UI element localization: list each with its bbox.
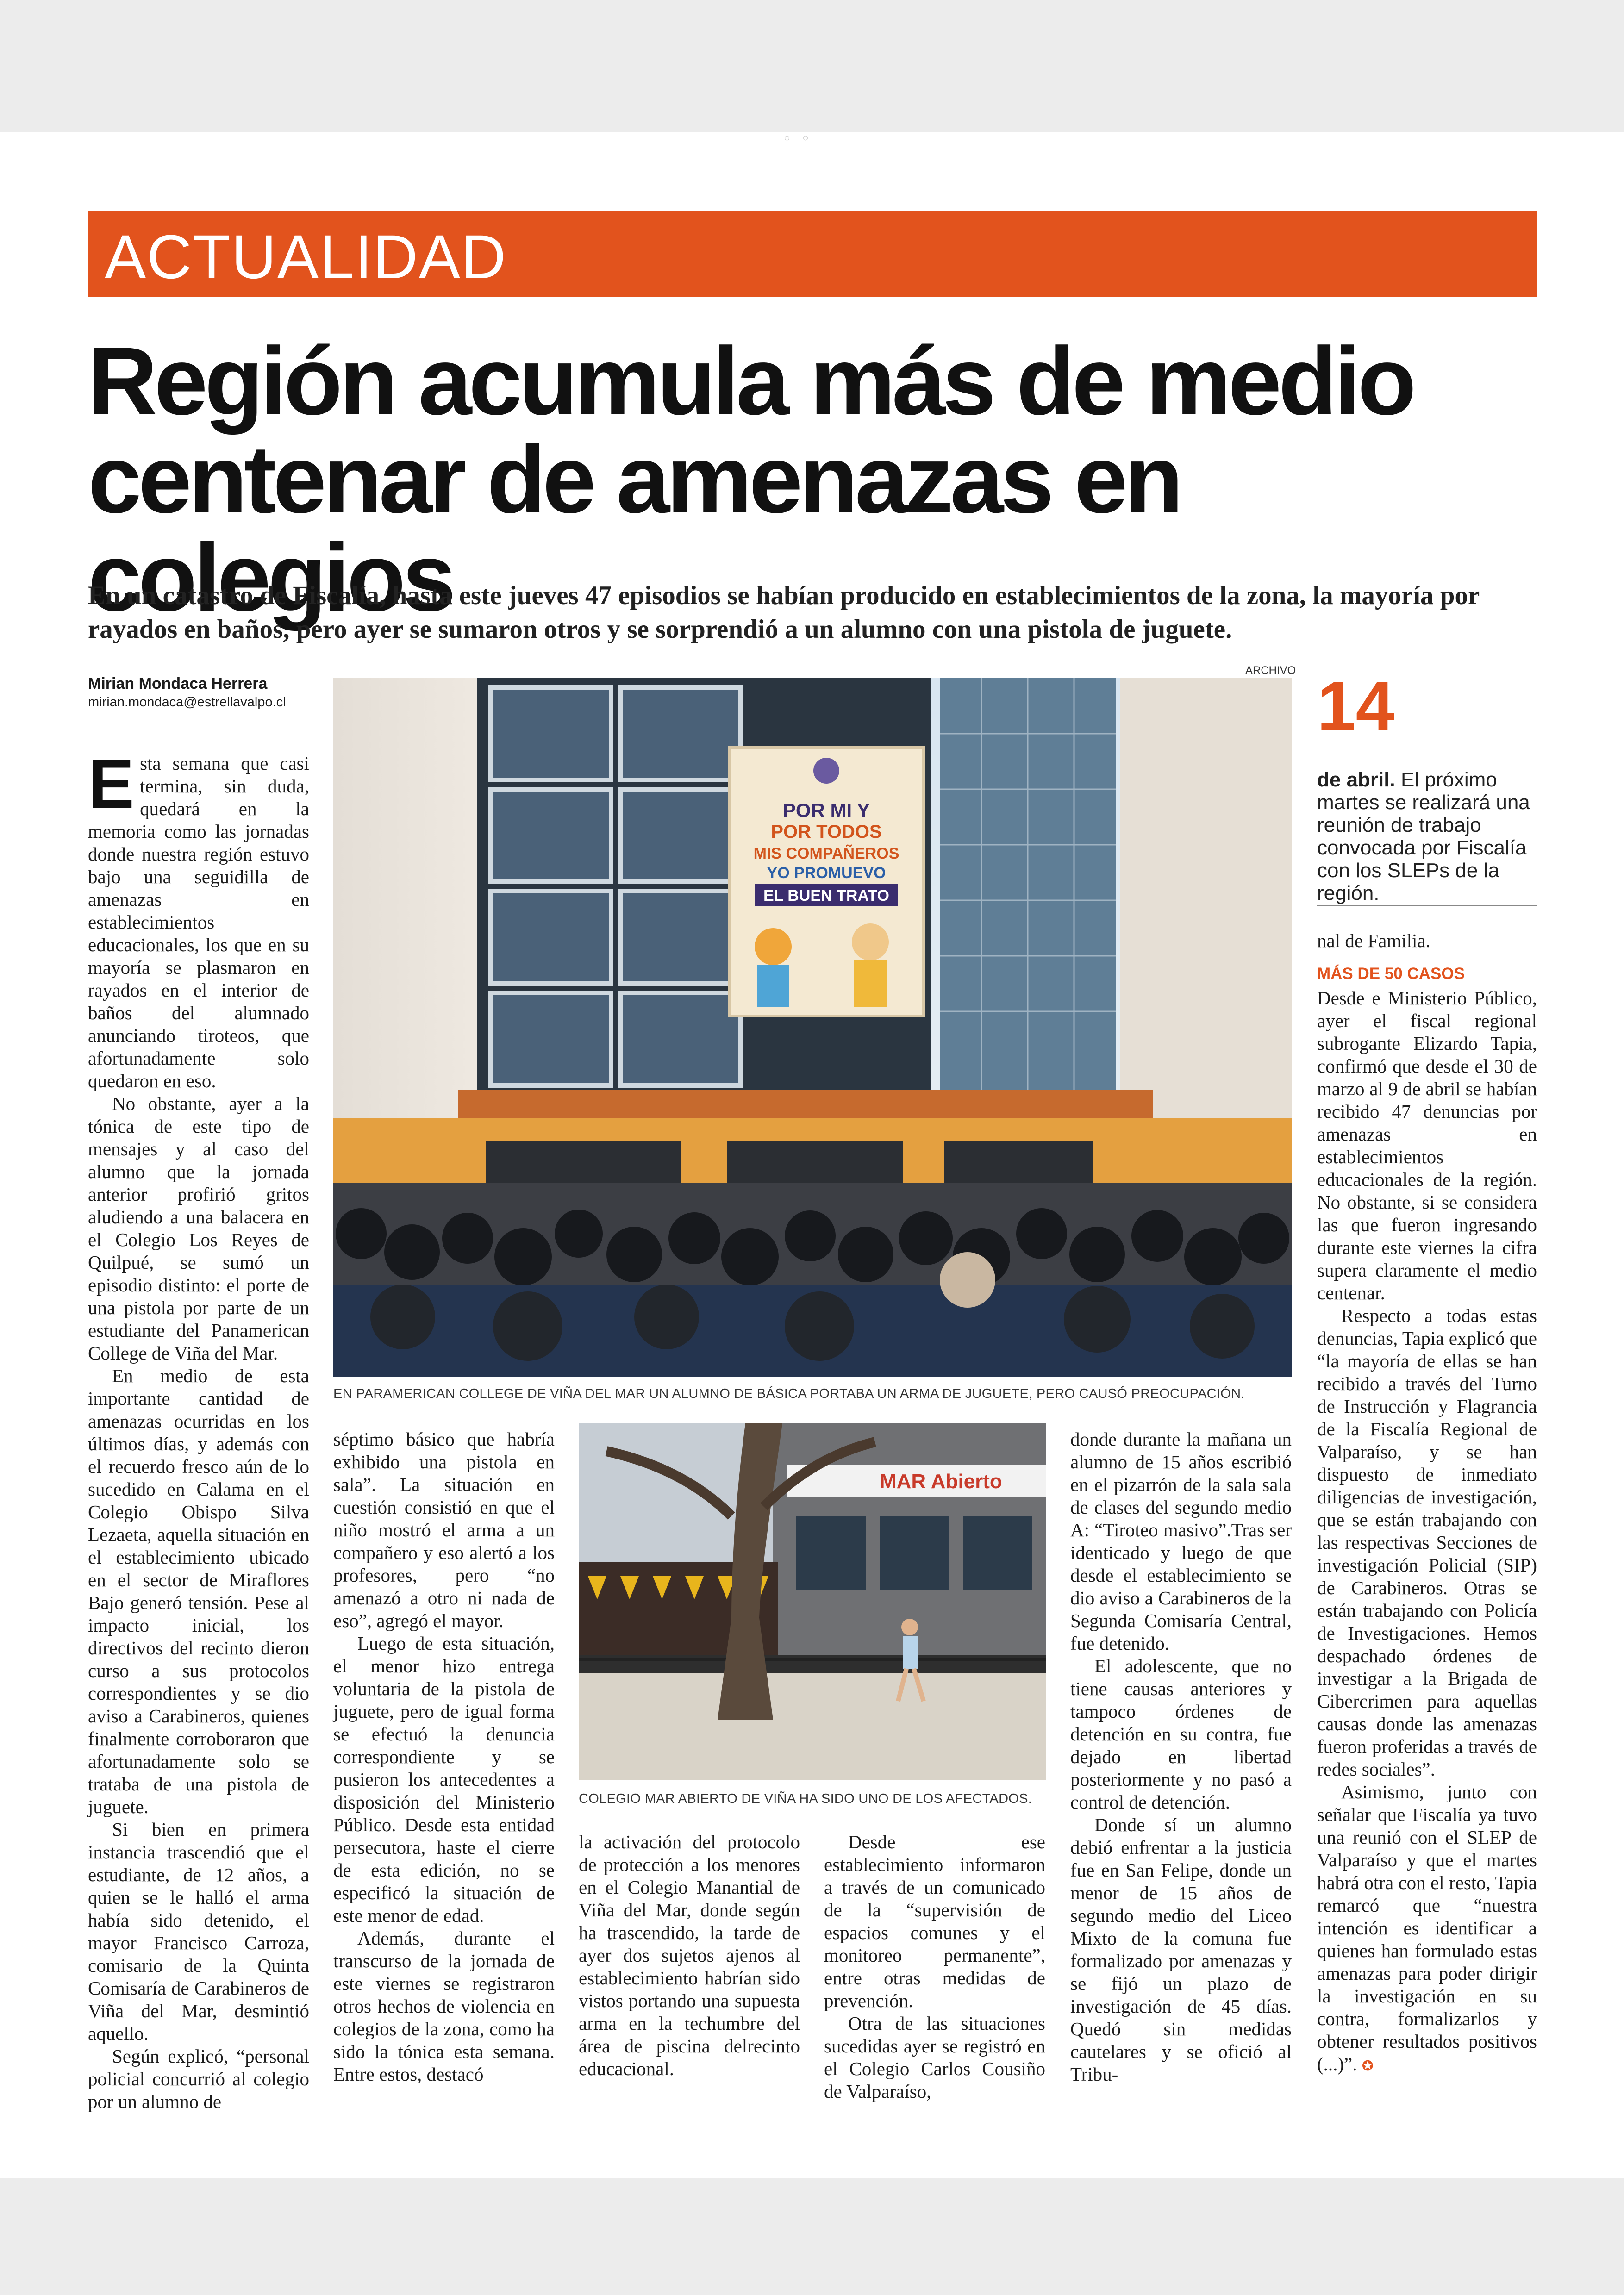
- end-mark-icon: ✪: [1362, 2058, 1374, 2074]
- main-photo-caption: EN PARAMERICAN COLLEGE DE VIÑA DEL MAR UN ALUMNO DE BÁSICA PORTABA UN ARMA DE JUGUETE, PERO CAUSÓ PREOCUPACIÓN.: [333, 1386, 1245, 1401]
- paragraph: Otra de las situaciones sucedidas ayer se registró en el Colegio Carlos Cousiño de Valparaíso,: [824, 2013, 1045, 2102]
- article-column-1: [88, 745, 309, 2113]
- banner-text-3: MIS COMPAÑEROS: [753, 845, 899, 862]
- banner-text-1: POR MI Y: [782, 799, 870, 821]
- paragraph: nal de Familia.: [1317, 930, 1430, 951]
- article-column-2: [333, 1428, 555, 2086]
- sidebar-divider: [1317, 905, 1537, 906]
- paragraph: Donde sí un alumno debió enfrentar a la justicia fue en San Felipe, donde un menor de 15 años de segundo medio del Liceo Mixto de la comuna fue formalizado por amenazas y se fijó un plazo de investigación de 45 días. Quedó sin medidas cautelares y se ofició al Tribu-: [1070, 1814, 1292, 2085]
- sidebar-date: de abril.: [1317, 768, 1395, 791]
- paragraph: Si bien en primera instancia trascendió que el estudiante, de 12 años, a quien se le halló el arma había sido detenido, el mayor Francisco Carroza, comisario de la Quinta Comisaría de Carabineros de Viña del Mar, desmintió aquello.: [88, 1819, 309, 2044]
- school-building-photo: [333, 678, 1292, 1377]
- author-name: Mirian Mondaca Herrera: [88, 675, 268, 692]
- article-column-3: [579, 1831, 800, 2080]
- second-photo: [579, 1423, 1046, 1780]
- banner-text-2: POR TODOS: [771, 822, 882, 842]
- sidebar-text: [1317, 768, 1535, 904]
- paragraph: Asimismo, junto con señalar que Fiscalía ya tuvo una reunió con el SLEP de Valparaíso y que el martes habrá otra con el resto, Tapia remarcó que “nuestra intención es identificar a quienes han formulado estas amenazas para poder dirigir la investigación en su contra, formalizarlos y obtener resultados positivos (...)”. ✪: [1317, 1781, 1537, 2075]
- deck: En un catastro de Fiscalía, hasta este jueves 47 episodios se habían producido en establecimientos de la zona, la mayoría por rayados en baños, pero ayer se sumaron otros y se sorprendió a un alumno con una pistola de juguete.: [88, 581, 1480, 644]
- paragraph: Desde ese establecimiento informaron a través de un comunicado de la “supervisión de espacios comunes y el monitoreo permanente”, entre otras medidas de prevención.: [824, 1831, 1045, 2011]
- sidebar-body: El próximo martes se realizará una reunión de trabajo convocada por Fiscalía con los SLEPs de la región.: [1317, 768, 1530, 904]
- banner-text-4: YO PROMUEVO: [767, 864, 886, 882]
- school-entrance-photo: [579, 1423, 1046, 1780]
- paragraph: No obstante, ayer a la tónica de este tipo de mensajes y al caso del alumno que la jornada anterior profirió gritos aludiendo a una balacera en el Colegio Los Reyes de Quilpué, se sumó un episodio distinto: el porte de una pistola por parte de un estudiante del Panamerican College de Viña del Mar.: [88, 1093, 309, 1364]
- paragraph: Luego de esta situación, el menor hizo entrega voluntaria de la pistola de juguete, pero de igual forma se efectuó la denuncia correspondiente y se pusieron los antecedentes a disposición del Ministerio Público. Desde esta entidad persecutora, haste el cierre de esta edición, no se especificó la situación de este menor de edad.: [333, 1633, 555, 1926]
- main-photo: [333, 678, 1292, 1377]
- paragraph: la activación del protocolo de protección a los menores en el Colegio Manantial de Viña del Mar, donde según ha trascendido, la tarde de ayer dos sujetos ajenos al establecimiento habrían sido vistos portando una supuesta arma en la techumbre del área de piscina delrecinto educacional.: [579, 1831, 800, 2079]
- article-column-5: [1070, 1428, 1292, 2086]
- subheading: MÁS DE 50 CASOS: [1317, 965, 1465, 983]
- article-column-6: [1317, 929, 1537, 2077]
- paragraph: Respecto a todas estas denuncias, Tapia explicó que “la mayoría de ellas se han recibido a través del Turno de Instrucción y Flagrancia de la Fiscalía Regional de Valparaíso, y se han dispuesto de inmediato diligencias de investigación, que se están trabajando con las respectivas Secciones de investigación Policial (SIP) de Carabineros. Otras se están trabajando con Policía de Investigaciones. Hemos despachado órdenes de investigar a la Brigada de Cibercrimen para aquellas causas donde las amenazas fueron proferidas a través de redes sociales”.: [1317, 1305, 1537, 1780]
- paragraph: Esta semana que casi termina, sin duda, quedará en la memoria como las jornadas donde nuestra región estuvo bajo una seguidilla de amenazas en establecimientos educacionales, los que en su mayoría se plasmaron en rayados en el interior de baños del alumnado anunciando tiroteos, que afortunadamente solo quedaron en eso.: [88, 745, 309, 1091]
- byline: [88, 675, 286, 710]
- page-indicator-dots: ◦◦: [782, 130, 820, 148]
- section-label: ACTUALIDAD: [105, 223, 507, 292]
- sidebar-number: 14: [1317, 667, 1394, 745]
- paragraph: Desde e Ministerio Público, ayer el fiscal regional subrogante Elizardo Tapia, confirmó que desde el 30 de marzo al 9 de abril se habían recibido 47 denuncias por amenazas en establecimientos educacionales de la región. No obstante, si se considera las que fueron ingresando durante este viernes la cifra supera claramente el medio centenar.: [1317, 987, 1537, 1303]
- second-photo-caption: COLEGIO MAR ABIERTO DE VIÑA HA SIDO UNO DE LOS AFECTADOS.: [579, 1791, 1032, 1806]
- paragraph: Además, durante el transcurso de la jornada de este viernes se registraron otros hechos de violencia en colegios de la zona, como ha sido la tónica esta semana. Entre estos, destacó: [333, 1927, 555, 2085]
- photo-credit: ARCHIVO: [1245, 664, 1296, 677]
- headline: Región acumula más de medio centenar de amenazas en colegios: [88, 328, 1413, 631]
- paragraph: donde durante la mañana un alumno de 15 años escribió en el pizarrón de la sala sala de clases del segundo medio A: “Tiroteo masivo”.Tras ser identicado y luego de que desde el establecimiento se dio aviso a Carabineros de la Segunda Comisaría Central, fue detenido.: [1070, 1428, 1292, 1654]
- paragraph: El adolescente, que no tiene causas anteriores y tampoco órdenes de detención en su contra, fue dejado en libertad posteriormente y no pasó a control de detención.: [1070, 1655, 1292, 1813]
- article-column-4: [824, 1831, 1045, 2103]
- paragraph: séptimo básico que habría exhibido una pistola en sala”. La situación en cuestión consistió en que el niño mostró el arma a un compañero y eso alertó a los profesores, pero “no amenazó a otro ni nada de eso”, agregó el mayor.: [333, 1428, 555, 1631]
- author-email: mirian.mondaca@estrellavalpo.cl: [88, 695, 286, 710]
- school-sign-text: MAR Abierto: [880, 1470, 1002, 1493]
- paragraph: Según explicó, “personal policial concurrió al colegio por un alumno de: [88, 2046, 309, 2112]
- dropcap: E: [88, 745, 135, 823]
- section-bar: [88, 211, 1537, 297]
- paragraph: En medio de esta importante cantidad de amenazas ocurridas en los últimos días, y además con el recuerdo fresco aún de lo sucedido en Calama en el Colegio Obispo Silva Lezaeta, aquella situación en el establecimiento ubicado en el sector de Miraflores Bajo generó tensión. Pese al impacto inicial, los directivos del recinto dieron curso a sus protocolos correspondientes y se dio aviso a Carabineros, quienes finalmente corroboraron que afortunadamente solo se trataba de una pistola de juguete.: [88, 1365, 309, 1817]
- banner-text-5: EL BUEN TRATO: [763, 887, 890, 904]
